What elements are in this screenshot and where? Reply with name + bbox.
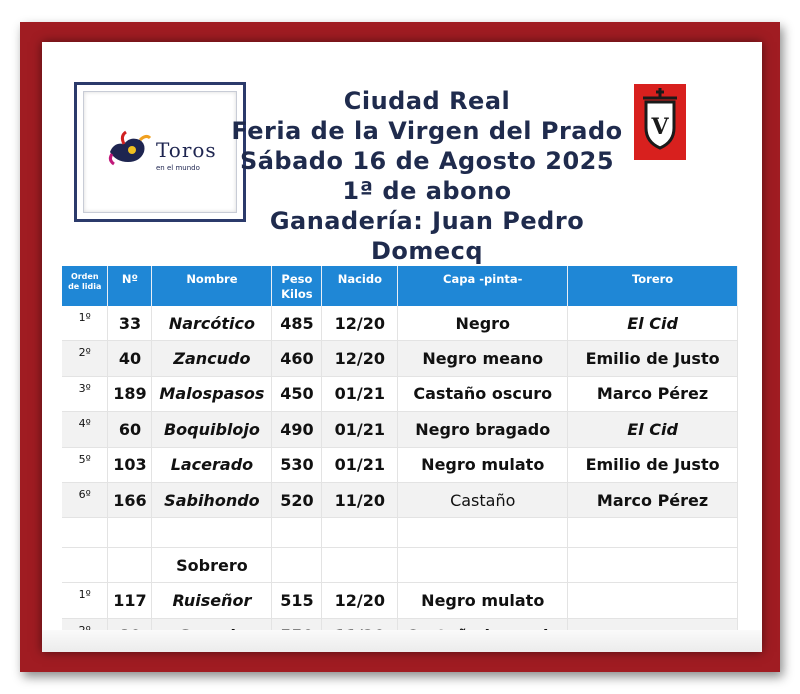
table-row-empty xyxy=(62,518,738,548)
cell-torero: Emilio de Justo xyxy=(568,447,738,482)
header-capa: Capa -pinta- xyxy=(398,266,568,306)
cell-capa: Negro mulato xyxy=(398,583,568,618)
header xyxy=(222,86,632,266)
sobrero-row xyxy=(62,548,738,583)
cell-capa: Castaño xyxy=(398,482,568,517)
cell-numero: 103 xyxy=(108,447,152,482)
table-row xyxy=(62,341,738,376)
cell-orden: 6º xyxy=(62,482,108,517)
cell-torero: El Cid xyxy=(568,306,738,341)
table-row xyxy=(62,376,738,411)
cell-nombre: Zancudo xyxy=(152,341,272,376)
cell-torero: El Cid xyxy=(568,412,738,447)
header-torero: Torero xyxy=(568,266,738,306)
card-bottom-band xyxy=(42,630,762,652)
cell-nacido: 12/20 xyxy=(322,583,398,618)
table-row xyxy=(62,412,738,447)
header-peso: Peso Kilos xyxy=(272,266,322,306)
bull-logo-icon xyxy=(106,130,152,170)
header-orden: Orden de lidia xyxy=(62,266,108,306)
logo-text: Toros xyxy=(156,138,217,162)
cell-torero: Marco Pérez xyxy=(568,482,738,517)
cell-orden: 4º xyxy=(62,412,108,447)
cell-numero: 189 xyxy=(108,376,152,411)
cell-capa: Castaño oscuro xyxy=(398,376,568,411)
header-nacido: Nacido xyxy=(322,266,398,306)
card xyxy=(42,42,762,652)
cell-nombre: Boquiblojo xyxy=(152,412,272,447)
table-row xyxy=(62,482,738,517)
header-city: Ciudad Real xyxy=(343,87,511,115)
cell-nombre: Ruiseñor xyxy=(152,583,272,618)
cell-nombre: Sabihondo xyxy=(152,482,272,517)
cell-torero: Marco Pérez xyxy=(568,376,738,411)
header-ganaderia: Ganadería: Juan Pedro Domecq xyxy=(269,207,585,265)
cell-peso: 490 xyxy=(272,412,322,447)
cell-numero: 60 xyxy=(108,412,152,447)
cell-nacido: 01/21 xyxy=(322,412,398,447)
cell-peso: 485 xyxy=(272,306,322,341)
logo-subtext: en el mundo xyxy=(156,164,200,172)
cell-peso: 530 xyxy=(272,447,322,482)
sobrero-label: Sobrero xyxy=(152,548,272,583)
cell-peso: 520 xyxy=(272,482,322,517)
header-abono: 1ª de abono xyxy=(342,177,512,205)
cell-orden: 1º xyxy=(62,583,108,618)
cell-orden: 2º xyxy=(62,341,108,376)
header-feria: Feria de la Virgen del Prado xyxy=(231,117,623,145)
cell-nacido: 12/20 xyxy=(322,341,398,376)
cell-nombre: Lacerado xyxy=(152,447,272,482)
shield-emblem-icon xyxy=(634,84,686,160)
cell-capa: Negro bragado xyxy=(398,412,568,447)
cell-nacido: 11/20 xyxy=(322,482,398,517)
cell-numero: 117 xyxy=(108,583,152,618)
cell-orden: 5º xyxy=(62,447,108,482)
cell-numero: 33 xyxy=(108,306,152,341)
cell-numero: 40 xyxy=(108,341,152,376)
header-nombre: Nombre xyxy=(152,266,272,306)
table-header-row xyxy=(62,266,738,306)
toros-table xyxy=(62,266,738,652)
cell-capa: Negro meano xyxy=(398,341,568,376)
cell-nacido: 01/21 xyxy=(322,447,398,482)
cell-peso: 460 xyxy=(272,341,322,376)
logo-box xyxy=(74,82,246,222)
cell-numero: 166 xyxy=(108,482,152,517)
cell-torero xyxy=(568,583,738,618)
cell-capa: Negro xyxy=(398,306,568,341)
cell-torero: Emilio de Justo xyxy=(568,341,738,376)
svg-text:V: V xyxy=(651,114,669,140)
cell-orden: 3º xyxy=(62,376,108,411)
table-row xyxy=(62,447,738,482)
table-row xyxy=(62,306,738,341)
cell-peso: 515 xyxy=(272,583,322,618)
header-numero: Nº xyxy=(108,266,152,306)
cell-nombre: Narcótico xyxy=(152,306,272,341)
cell-nacido: 01/21 xyxy=(322,376,398,411)
logo-inner xyxy=(83,91,237,213)
cell-peso: 450 xyxy=(272,376,322,411)
cell-capa: Negro mulato xyxy=(398,447,568,482)
header-date: Sábado 16 de Agosto 2025 xyxy=(239,147,615,175)
cell-nombre: Malospasos xyxy=(152,376,272,411)
cell-orden: 1º xyxy=(62,306,108,341)
cell-nacido: 12/20 xyxy=(322,306,398,341)
table-row xyxy=(62,583,738,618)
